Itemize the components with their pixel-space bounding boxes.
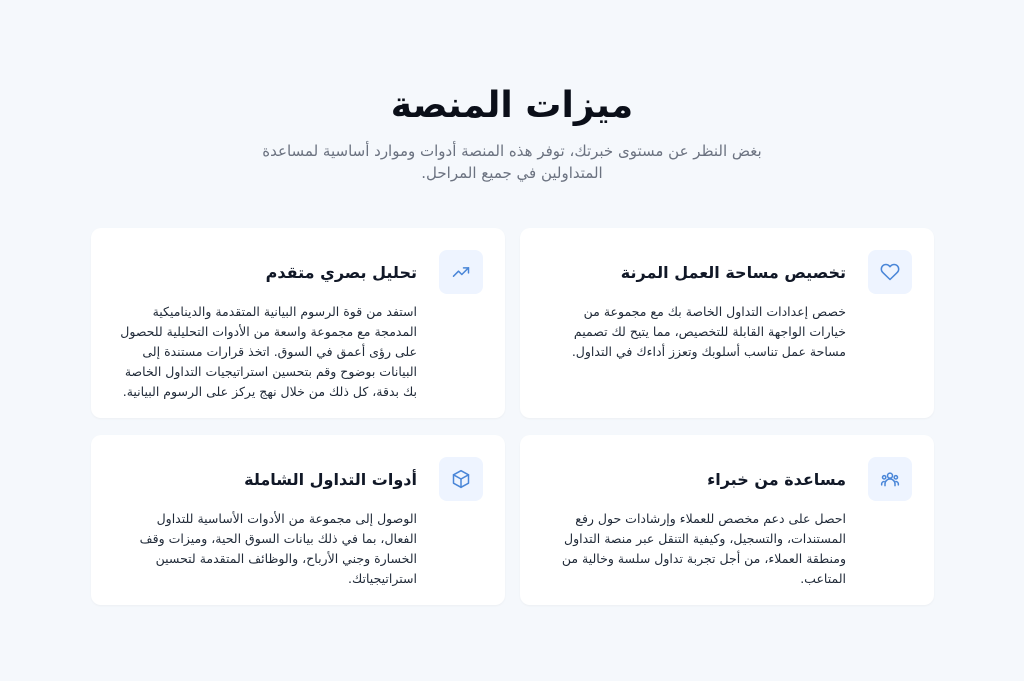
feature-description: خصص إعدادات التداول الخاصة بك مع مجموعة من خيارات الواجهة القابلة للتخصيص، مما يتيح لك تصميم مساحة عمل تناسب أسلوبك وتعزز أداءك في التداول.	[571, 304, 846, 359]
section-subtitle: بغض النظر عن مستوى خبرتك، توفر هذه المنصة أدوات وموارد أساسية لمساعدة المتداولين في جميع المراحل.	[262, 142, 762, 182]
section-title: ميزات المنصة	[390, 85, 634, 126]
feature-title: أدوات التداول الشاملة	[244, 470, 417, 489]
heart-icon	[868, 250, 912, 294]
feature-description: احصل على دعم مخصص للعملاء وإرشادات حول رفع المستندات، والتسجيل، وكيفية التنقل عبر منصة التداول ومنطقة العملاء، من أجل تجربة تداول سلسة وخالية من المتاعب.	[561, 511, 846, 586]
feature-card-analysis	[91, 228, 505, 418]
feature-description: استفد من قوة الرسوم البيانية المتقدمة والديناميكية المدمجة مع مجموعة واسعة من الأدوات التحليلية للحصول على رؤى أعمق في السوق. اتخذ قرارات مستندة إلى البيانات بوضوح وقم بتحسين استراتيجيات التداول الخاصة بك بدقة، كل ذلك من خلال نهج يركز على الرسوم البيانية.	[120, 304, 417, 399]
trending-up-icon	[439, 250, 483, 294]
feature-title: تحليل بصري متقدم	[265, 263, 417, 282]
users-icon	[868, 457, 912, 501]
feature-description: الوصول إلى مجموعة من الأدوات الأساسية للتداول الفعال، بما في ذلك بيانات السوق الحية، وميزات وقف الخسارة وجني الأرباح، والوظائف المتقدمة لتحسين استراتيجياتك.	[139, 511, 417, 586]
feature-title: تخصيص مساحة العمل المرنة	[620, 263, 846, 282]
section-header	[0, 78, 1024, 184]
feature-card-tools	[91, 435, 505, 605]
box-icon	[439, 457, 483, 501]
feature-title: مساعدة من خبراء	[707, 470, 846, 489]
feature-card-workspace	[520, 228, 934, 418]
feature-card-expert-help	[520, 435, 934, 605]
